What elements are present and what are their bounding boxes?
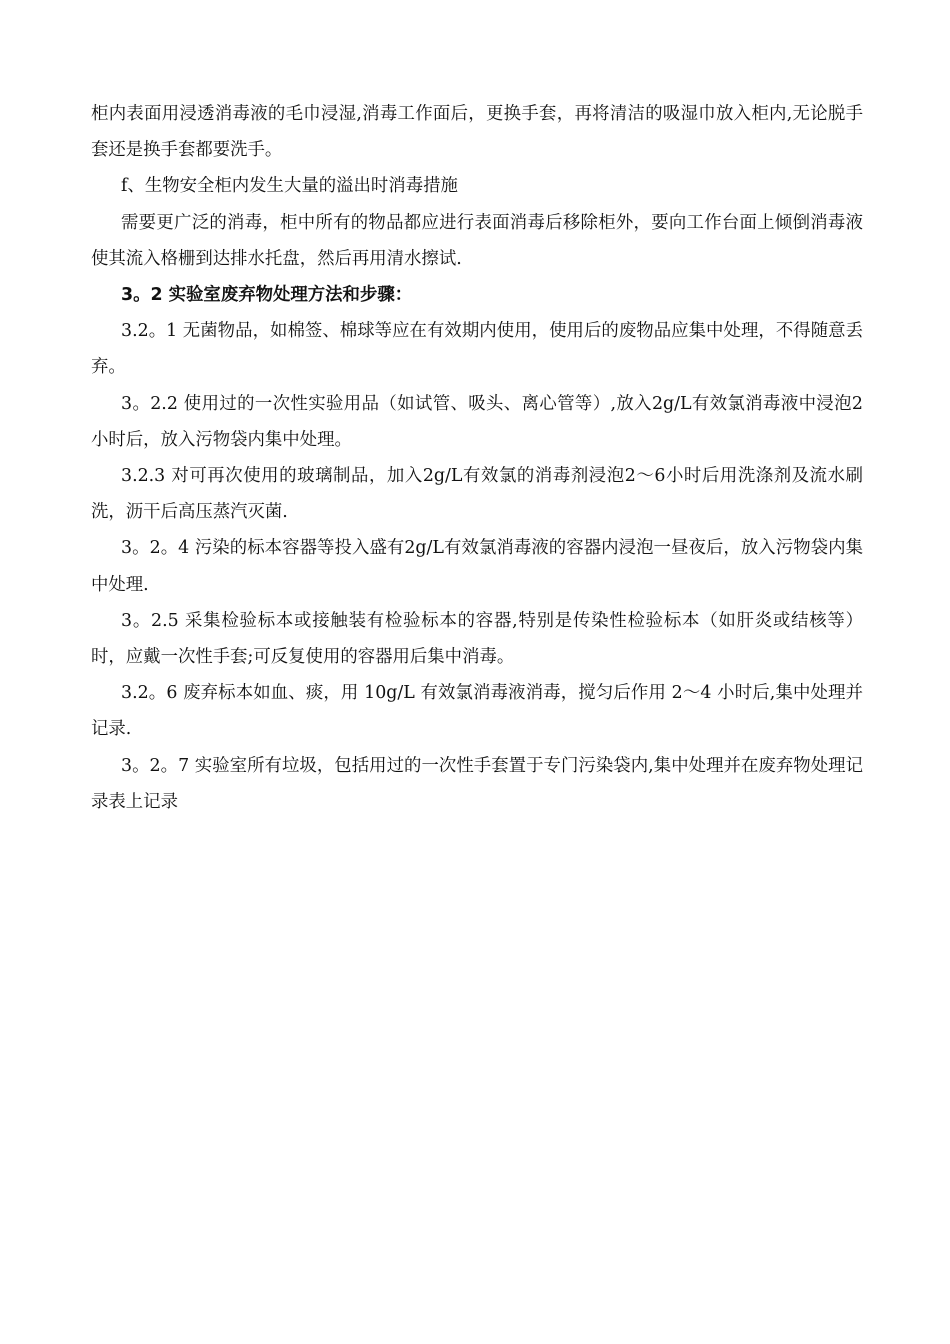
paragraph-item-3-2-1: 3.2。1 无菌物品，如棉签、棉球等应在有效期内使用，使用后的废物品应集中处理，不得随意丢弃。 [91, 321, 863, 378]
section-heading-waste-disposal: 3。2 实验室废弃物处理方法和步骤： [121, 285, 413, 306]
paragraph-item-3-2-3: 3.2.3 对可再次使用的玻璃制品，加入2g/L有效氯的消毒剂浸泡2～6小时后用洗涤剂及流水刷洗，沥干后高压蒸汽灭菌. [91, 466, 863, 523]
paragraph-item-3-2-5: 3。2.5 采集检验标本或接触装有检验标本的容器,特别是传染性检验标本（如肝炎或结核等）时，应戴一次性手套;可反复使用的容器用后集中消毒。 [91, 610, 863, 668]
document-body [91, 96, 863, 820]
paragraph-spill-heading: f、生物安全柜内发生大量的溢出时消毒措施 [121, 176, 458, 197]
paragraph-item-3-2-6: 3.2。6 废弃标本如血、痰，用 10g/L 有效氯消毒液消毒，搅匀后作用 2～4 小时后,集中处理并记录. [91, 683, 863, 740]
paragraph-item-3-2-4: 3。2。4 污染的标本容器等投入盛有2g/L有效氯消毒液的容器内浸泡一昼夜后，放入污物袋内集中处理. [91, 538, 863, 595]
paragraph-item-3-2-7: 3。2。7 实验室所有垃圾，包括用过的一次性手套置于专门污染袋内,集中处理并在废弃物处理记录表上记录 [91, 755, 863, 812]
paragraph-cabinet-disinfection: 柜内表面用浸透消毒液的毛巾浸湿,消毒工作面后，更换手套，再将清洁的吸湿巾放入柜内,无论脱手套还是换手套都要洗手。 [91, 104, 863, 161]
paragraph-item-3-2-2: 3。2.2 使用过的一次性实验用品（如试管、吸头、离心管等）,放入2g/L有效氯消毒液中浸泡2小时后，放入污物袋内集中处理。 [91, 393, 863, 450]
paragraph-spill-measures: 需要更广泛的消毒，柜中所有的物品都应进行表面消毒后移除柜外，要向工作台面上倾倒消毒液使其流入格栅到达排水托盘，然后再用清水擦试. [91, 212, 863, 269]
